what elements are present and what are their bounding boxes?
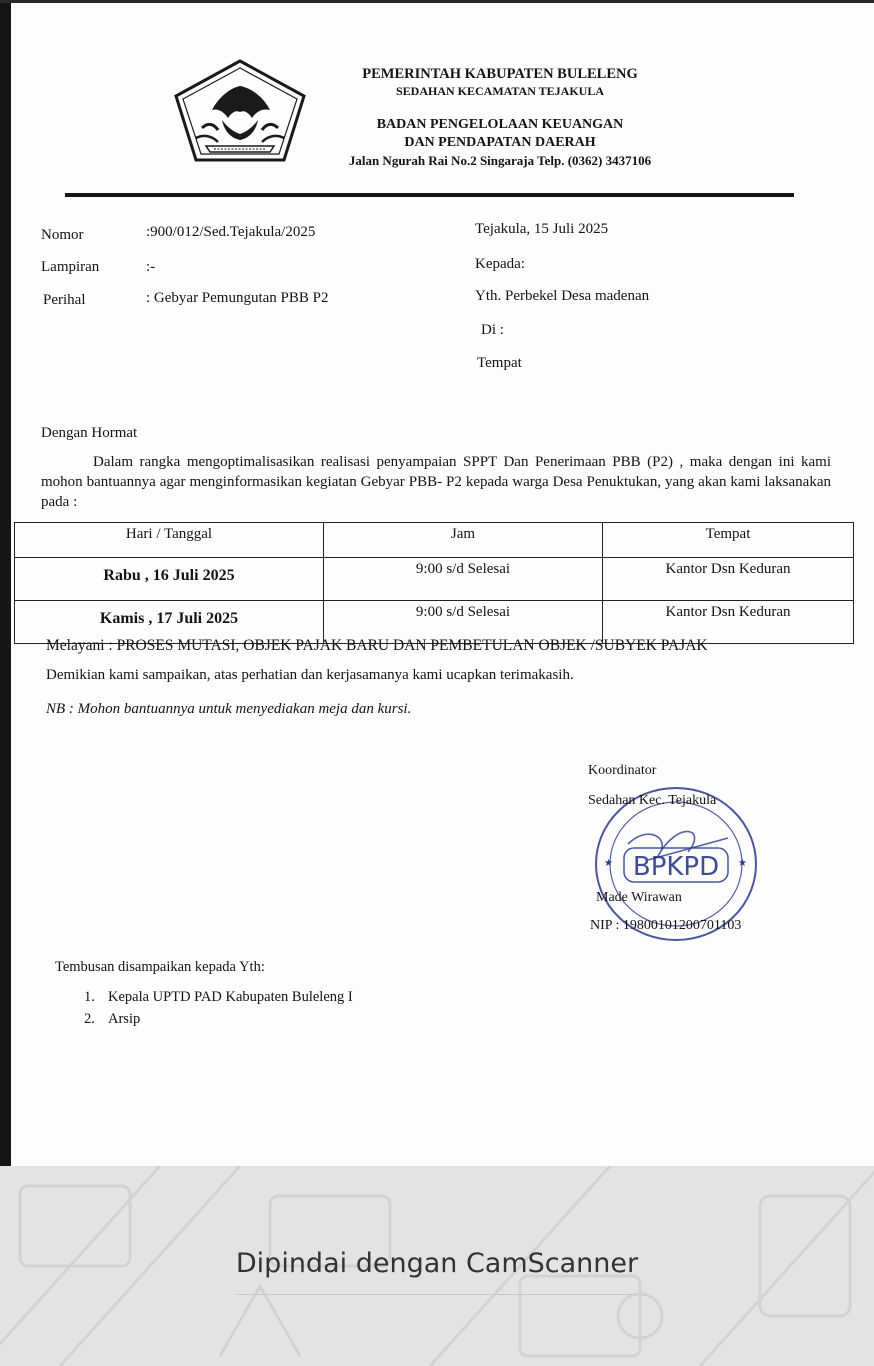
buleleng-crest-logo <box>172 58 308 164</box>
row2-day: Kamis , 17 Juli 2025 <box>15 601 324 644</box>
di-label: Di : <box>481 322 504 338</box>
schedule-table <box>14 522 854 644</box>
cc-item-1-text: Kepala UPTD PAD Kabupaten Buleleng I <box>108 989 353 1005</box>
recipient: Yth. Perbekel Desa madenan <box>475 288 650 304</box>
signature-title: Koordinator <box>588 763 657 778</box>
signatory-nip: NIP : 19800101200701103 <box>590 918 742 933</box>
nomor-label: Nomor <box>41 227 84 243</box>
scan-edge-shadow <box>0 0 11 1166</box>
letterhead-sedahan: SEDAHAN KECAMATAN TEJAKULA <box>395 84 605 98</box>
kepada-label: Kepada: <box>475 256 525 272</box>
body-paragraph <box>41 452 831 512</box>
nb-note: NB : Mohon bantuannya untuk menyediakan meja dan kursi. <box>46 701 412 717</box>
perihal-label: Perihal <box>43 292 86 308</box>
header-jam: Jam <box>324 523 603 558</box>
nomor-value: :900/012/Sed.Tejakula/2025 <box>146 224 316 240</box>
salutation: Dengan Hormat <box>41 425 138 441</box>
table-header-row <box>15 523 854 558</box>
svg-text:★: ★ <box>738 858 747 869</box>
letterhead-divider <box>65 193 794 197</box>
melayani-line: Melayani : PROSES MUTASI, OBJEK PAJAK BARU DAN PEMBETULAN OBJEK /SUBYEK PAJAK <box>46 637 708 654</box>
closing-line: Demikian kami sampaikan, atas perhatian dan kerjasamanya kami ucapkan terimakasih. <box>46 667 574 683</box>
letterhead-agency-line1: BADAN PENGELOLAAN KEUANGAN <box>376 117 624 132</box>
stamp-text: BPKPD <box>632 852 720 882</box>
letterhead-agency-line2: DAN PENDAPATAN DAERAH <box>404 135 596 150</box>
camscanner-label: Dipindai dengan CamScanner <box>235 1248 639 1279</box>
letter-date: Tejakula, 15 Juli 2025 <box>475 221 609 237</box>
table-row <box>15 558 854 601</box>
body-paragraph-text: Dalam rangka mengoptimalisasikan realisasi penyampaian SPPT Dan Penerimaan PBB (P2) , maka dengan ini kami mohon bantuannya agar menginformasikan kegiatan Gebyar PBB- P2 kepada warga Desa Penuktukan, yang akan kami laksanakan pada : <box>41 454 831 510</box>
svg-text:★: ★ <box>604 858 613 869</box>
cc-item-2: 2. Arsip <box>84 1011 141 1027</box>
letterhead-address: Jalan Ngurah Rai No.2 Singaraja Telp. (0362) 3437106 <box>348 153 652 168</box>
cc-heading: Tembusan disampaikan kepada Yth: <box>55 959 265 975</box>
lampiran-value: :- <box>146 259 156 275</box>
row1-place: Kantor Dsn Keduran <box>603 558 854 601</box>
lampiran-label: Lampiran <box>41 259 100 275</box>
perihal-value: : Gebyar Pemungutan PBB P2 <box>146 290 329 306</box>
header-hari-tanggal: Hari / Tanggal <box>15 523 324 558</box>
scan-top-edge <box>0 0 874 3</box>
letterhead-government: PEMERINTAH KABUPATEN BULELENG <box>362 66 638 82</box>
cc-item-2-text: Arsip <box>108 1011 141 1027</box>
signature-unit: Sedahan Kec. Tejakula <box>588 793 717 808</box>
row2-place: Kantor Dsn Keduran <box>603 601 854 644</box>
row1-day: Rabu , 16 Juli 2025 <box>15 558 324 601</box>
camscanner-underline <box>236 1294 638 1295</box>
tempat-label: Tempat <box>477 355 522 371</box>
row1-time: 9:00 s/d Selesai <box>324 558 603 601</box>
cc-item-1: 1. Kepala UPTD PAD Kabupaten Buleleng I <box>84 989 353 1005</box>
header-tempat: Tempat <box>603 523 854 558</box>
row2-time: 9:00 s/d Selesai <box>324 601 603 644</box>
signatory-name: Made Wirawan <box>596 890 682 905</box>
